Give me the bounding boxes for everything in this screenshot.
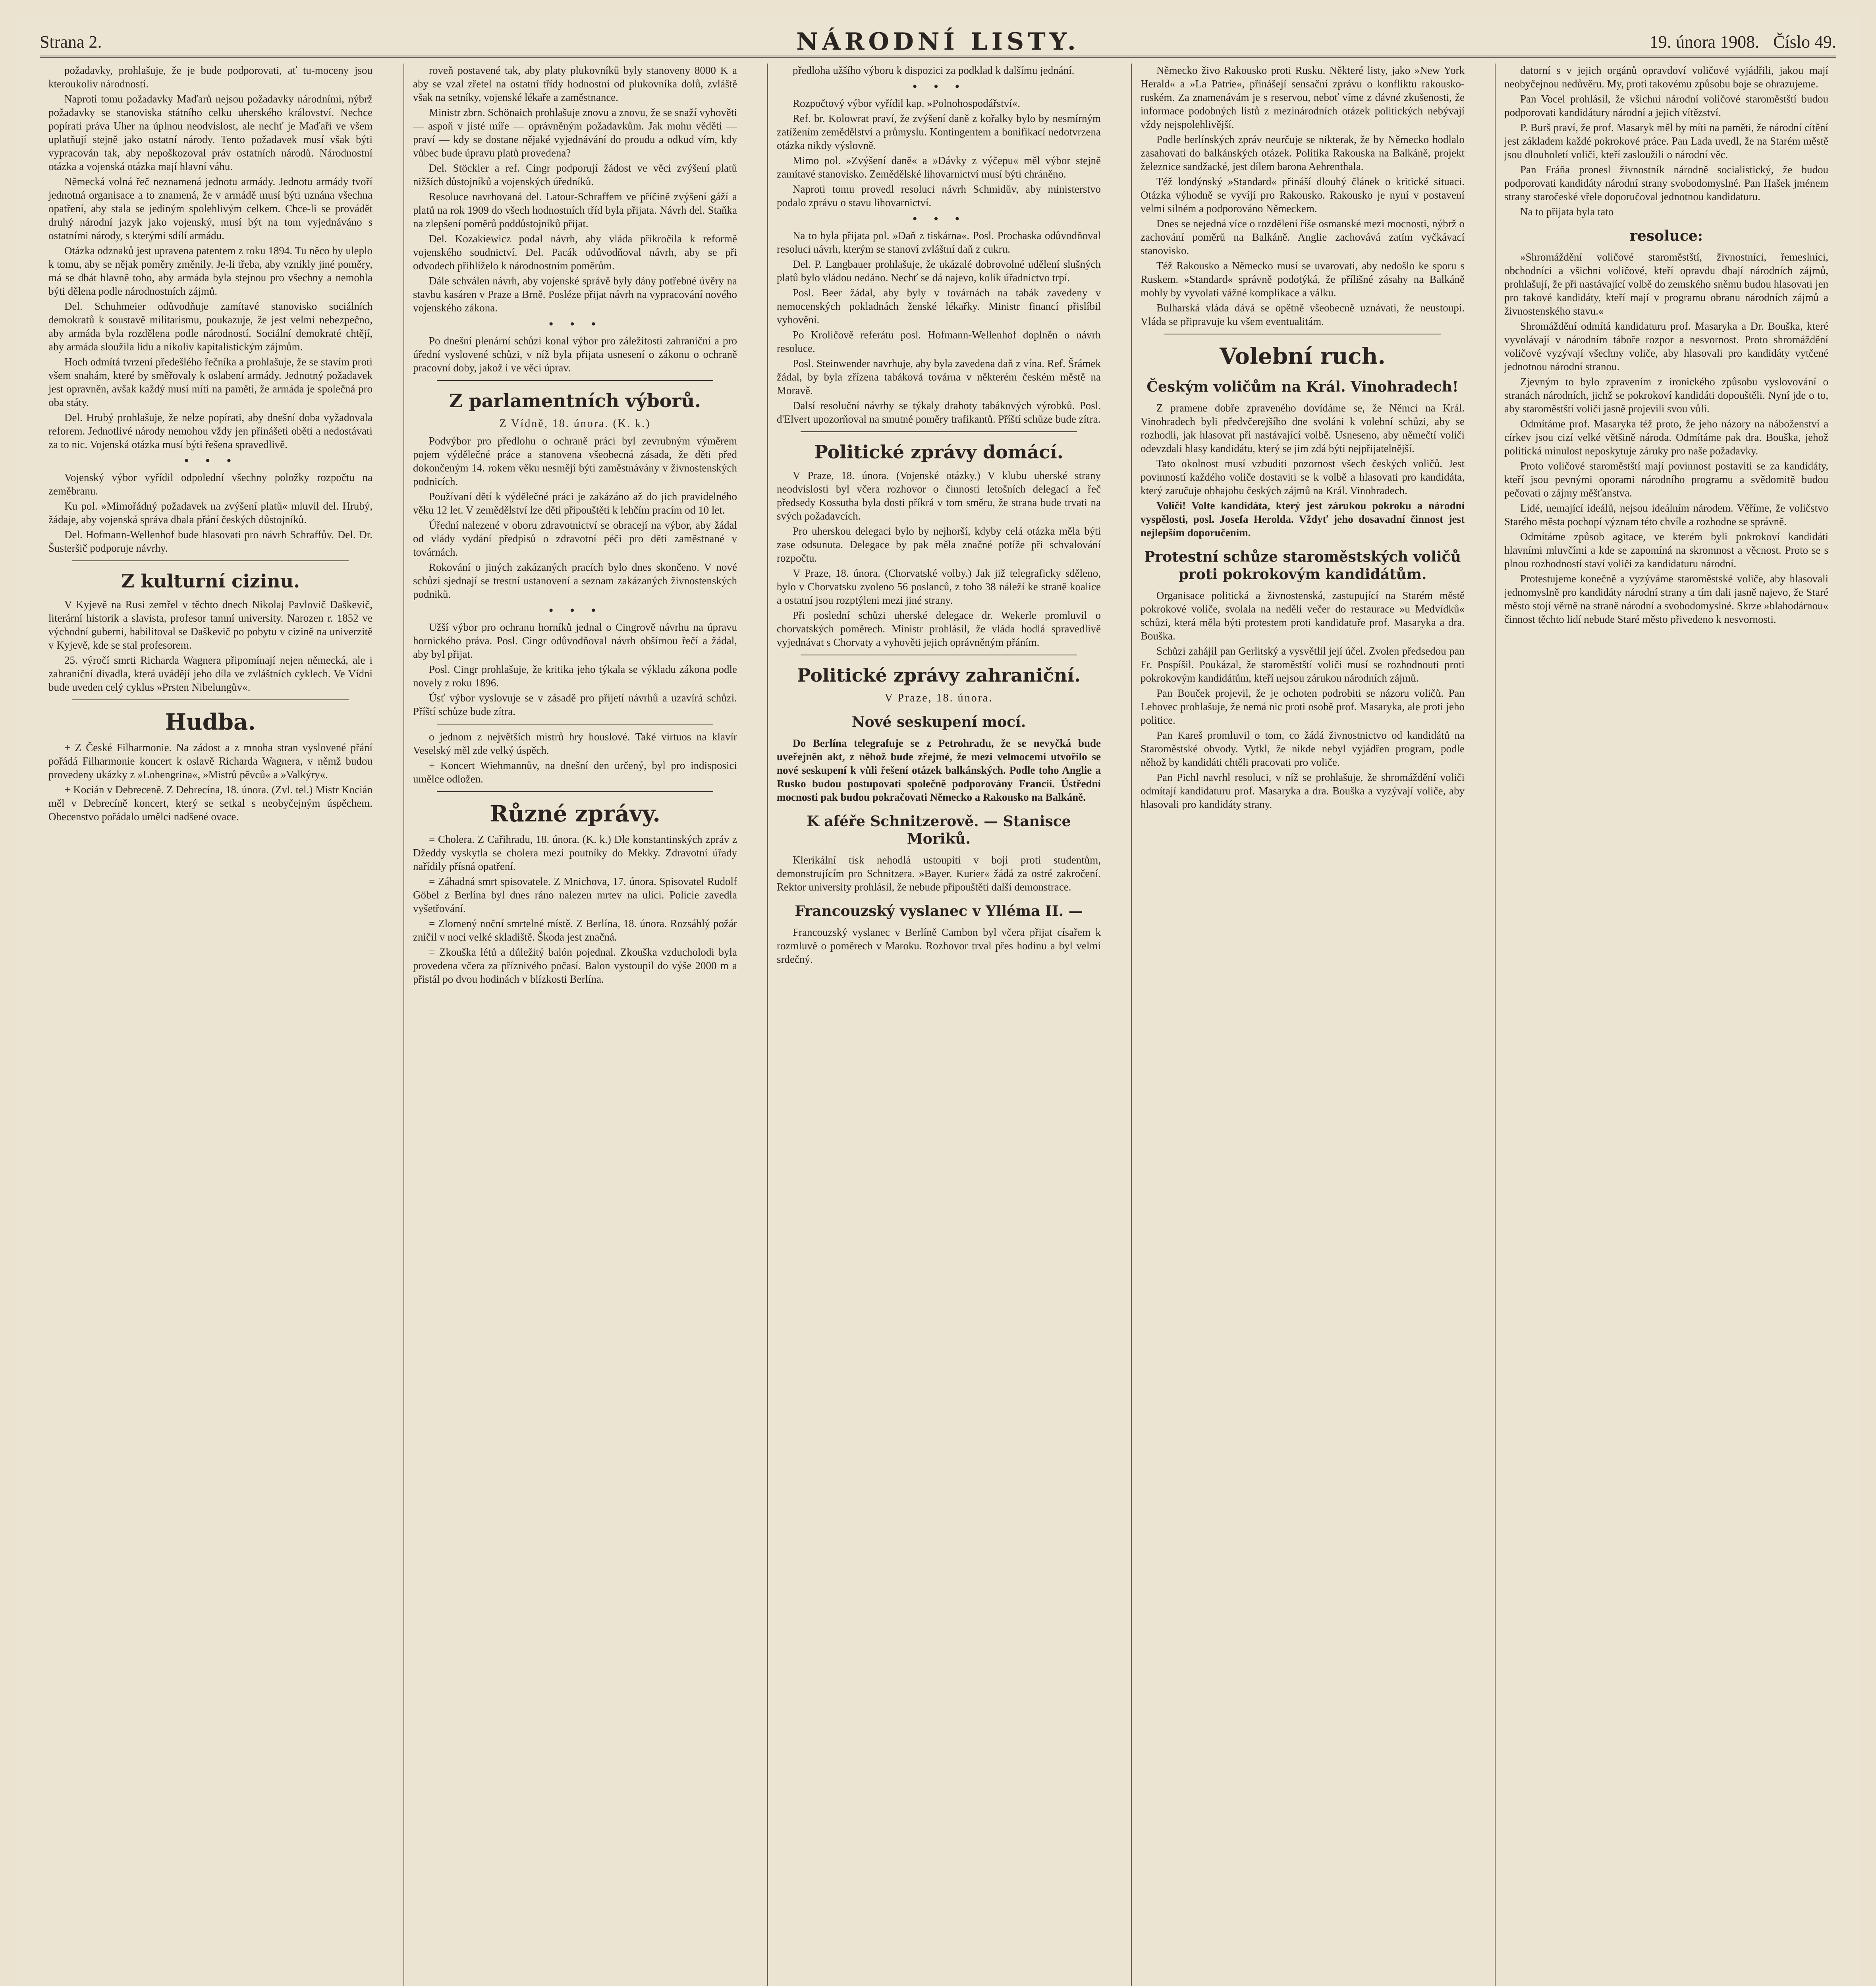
article-paragraph: Shromáždění odmítá kandidaturu prof. Masaryka a Dr. Bouška, které vyvolávají v národním táboře rozpor a nesvornost. Proto shromáždění voličové vyzývají všechny voliče, aby hlasovali pro kandidáty vytčené jednotnou národní stranou.: [1504, 320, 1828, 373]
issue-info: [1479, 32, 1836, 52]
section-separator: • • •: [183, 454, 238, 468]
column-2: [403, 64, 746, 1986]
dateline: Z Vídně, 18. února. (K. k.): [499, 417, 651, 430]
article-paragraph: roveň postavené tak, aby platy plukovníků byly stanoveny 8000 K a aby se vzal zřetel na ostatní třídy hodnostní od plukovníka dolů, zvláště však na setníky, vojenské lékaře a zaměstnance.: [413, 64, 737, 103]
columns: [40, 64, 1836, 1986]
article-paragraph: Resoluce navrhovaná del. Latour-Schraffem ve příčině zvýšení gáží a platů na rok 1909 do všech hodnostních tříd byla přijata. Návrh del. Staňka na zlepšení poměrů poddůstojníků přijat.: [413, 191, 737, 230]
section-heading-news: Různé zprávy.: [490, 801, 660, 827]
article-paragraph: Bulharská vláda dává se opětně všeobecně uznávati, že neustoupí. Vláda se připravuje ku všem eventualitám.: [1141, 302, 1465, 327]
article-paragraph: Del. Schuhmeier odůvodňuje zamítavé stanovisko sociálních demokratů k soustavě militarismu, poukazuje, že jest velmi nebezpečno, aby armáda byla rozdělena podle národností. Sociální demokraté chtějí, aby armáda sloužila lidu a nikoliv kapitalistickým zájmům.: [48, 300, 372, 353]
article-paragraph: Pan Vocel prohlásil, že všichni národní voličové staroměstští budou podporovati kandidátury národní a jejich vítězství.: [1504, 93, 1828, 118]
column-4: [1131, 64, 1473, 1986]
article-paragraph: Podle berlínských zpráv neurčuje se nikterak, že by Německo hodlalo zasahovati do balkánských otázek. Politika Rakouska na Balkáně, projekt železnice sandžacké, jest dílem barona Aehrenthala.: [1141, 133, 1465, 172]
article-paragraph: Del. Stöckler a ref. Cingr podporují žádost ve věci zvýšení platů nižších důstojníků a vojenských úředníků.: [413, 162, 737, 187]
article-paragraph: Lidé, nemající ideálů, nejsou ideálním národem. Věříme, že voličstvo Starého města pochopí význam této chvíle a rozhodne se správně.: [1504, 502, 1828, 527]
article-paragraph: Na to byla přijata pol. »Daň z tiskárna«. Posl. Prochaska odůvodňoval resoluci návrh, kterým se stanoví zvláštní daň z cukru.: [777, 230, 1101, 255]
article-paragraph: Na to přijata byla tato: [1520, 206, 1614, 218]
section-heading-culture: Z kulturní cizinu.: [121, 570, 300, 592]
article-paragraph: Schůzi zahájil pan Gerlitský a vysvětlil její účel. Zvolen předsedou pan Fr. Pospíšil. Poukázal, že staroměstští voliči musí se rozhodnouti proti pokrokovým kandidátům, kteří nejsou zárukou národních zájmů.: [1141, 645, 1465, 684]
page-number: Strana 2.: [40, 32, 102, 52]
subheading: Českým voličům na Král. Vinohradech!: [1146, 379, 1459, 395]
article-paragraph: Podvýbor pro předlohu o ochraně práci byl zevrubným výměrem pojem výdělečné práce a stanovena všeobecná zásada, že děti před dokončeným 14. rokem věku nesmějí býti zaměstnávány v živnostenských podnicích.: [413, 435, 737, 487]
article-paragraph: Pan Pichl navrhl resoluci, v níž se prohlašuje, že shromáždění voliči odmítají kandidaturu prof. Masaryka a dra. Bouška a vyzývají voliče, aby hlasovali pro kandidáty strany.: [1141, 771, 1465, 810]
article-paragraph: Proto voličové staroměstští mají povinnost postaviti se za kandidáty, kteří jsou pevnými oporami národního programu a svědomitě budou pečovati o zájmy měšťanstva.: [1504, 460, 1828, 499]
article-paragraph: = Záhadná smrt spisovatele. Z Mnichova, 17. února. Spisovatel Rudolf Göbel z Berlína byl dnes ráno nalezen mrtev na ulici. Policie zavedla vyšetřování.: [413, 875, 737, 914]
article-paragraph: V Praze, 18. února. (Chorvatské volby.) Jak již telegraficky sděleno, bylo v Chorvatsku zvoleno 56 poslanců, z toho 38 náleží ke straně koalice a ostatní jsou rozptýleni mezi jiné strany.: [777, 567, 1101, 606]
article-paragraph: Zjevným to bylo zpravením z ironického způsobu vyslovování o stranách národních, jichž se pokrokoví kandidáti dopouštěli. Nyní jde o to, aby staroměstští voliči jasně projevili svou vůli.: [1504, 376, 1828, 415]
article-paragraph: Del. Hrubý prohlašuje, že nelze popírati, aby dnešní doba vyžadovala reforem. Jednotlivé národy nemohou vždy jen přinášeti oběti a nedostávati za to nic. Vojenská otázka musí býti řešena spravedlivě.: [48, 411, 372, 450]
article-paragraph: Pro uherskou delegaci bylo by nejhorší, kdyby celá otázka měla býti zase odsunuta. Delegace by pak měla značné potíže při schvalování rozpočtu.: [777, 525, 1101, 564]
divider: [72, 699, 349, 700]
article-paragraph: Úsť výbor vyslovuje se v zásadě pro přijetí návrhů a uzavírá schůzi. Příští schůze bude zítra.: [413, 692, 737, 717]
subheading: Protestní schůze staroměstských voličů proti pokrokovým kandidátům.: [1144, 549, 1461, 583]
divider: [801, 431, 1077, 432]
section-heading-foreign-politics: Politické zprávy zahraniční.: [797, 665, 1081, 686]
masthead: [40, 28, 1836, 58]
section-separator: • • •: [911, 213, 966, 226]
article-paragraph: Naproti tomu požadavky Maďarů nejsou požadavky národními, nýbrž požadavky se stanoviska státního celku uherského království. Nechce popírati práva Uher na úplnou neodvislost, ale nechť je Maďaři ve všem uplatňují stejně jako ostatní národy. Tento požadavek musí však býti vypracován tak, aby nepoškozoval práv ostatních národů. Národnostní otázka a vojenská otázka mají hlavní váhu.: [48, 93, 372, 172]
article-paragraph: požadavky, prohlašuje, že je bude podporovati, ať tu-moceny jsou kteroukoliv národností.: [48, 64, 372, 90]
divider: [437, 791, 713, 792]
article-paragraph: Posl. Beer žádal, aby byly v továrnách na tabák zavedeny v nemocenských pokladnách ženské lékařky. Ministr financí přislíbil vyhovění.: [777, 287, 1101, 326]
article-paragraph: = Cholera. Z Cařihradu, 18. února. (K. k.) Dle konstantinských zpráv z Džeddy vyskytla se cholera mezi poutníky do Mekky. Zdravotní úřady nařídily přísná opatření.: [413, 833, 737, 872]
article-paragraph: Dnes se nejedná více o rozdělení říše osmanské mezi mocnosti, nýbrž o zachování poměrů na Balkáně. Anglie zachovává zatím vyčkávací stanovisko.: [1141, 218, 1465, 257]
subheading: Francouzský vyslanec v Ylléma II. —: [795, 903, 1083, 920]
article-paragraph: Pan Fráňa pronesl živnostník národně socialistický, že budou podporovati kandidáty národní strany svobodomyslné. Pan Hašek jménem strany staročeské vřele doporučoval jednotnou kandidaturu.: [1504, 164, 1828, 203]
article-paragraph: Posl. Steinwender navrhuje, aby byla zavedena daň z vína. Ref. Šrámek žádal, by byla zřízena tabáková továrna v některém českém městě na Moravě.: [777, 357, 1101, 396]
newspaper-page: [16, 16, 1860, 1986]
article-paragraph: Dále schválen návrh, aby vojenské správě byly dány potřebné úvěry na stavbu kasáren v Praze a Brně. Posléze přijat návrh na vypracování nového vojenského zákona.: [413, 275, 737, 314]
article-paragraph: Protestujeme konečně a vyzýváme staroměstské voliče, aby hlasovali jednomyslně pro kandidáty národní strany a tím dali jasně najevo, že Staré město stojí věrně na straně národní a svobodomyslné. Skrze »blahodárnou« činnost těchto lidí nebude Staré město přivedeno k nesvornosti.: [1504, 573, 1828, 625]
article-paragraph: P. Burš praví, že prof. Masaryk měl by míti na paměti, že národní cítění jest základem každé pokrokové práce. Pan Lada uvedl, že na Starém městě jsou dlouholetí voliči, kteří zasloužili o národní věc.: [1504, 122, 1828, 160]
article-paragraph: Ministr zbrn. Schönaich prohlašuje znovu a znovu, že se snaží vyhověti — aspoň v jisté míře — oprávněným požadavkům. Jak mohu věděti — praví — kdy se dostane nějaké vyjednávání do proudu a odkud vím, kdy vůbec bude úpravu platů provedena?: [413, 106, 737, 159]
article-paragraph: Pan Kareš promluvil o tom, co žádá živnostnictvo od kandidátů na Staroměstské obvody. Vytkl, že nikde nebyl vyjádřen program, podle něhož by kandidáti chtěli pracovati pro voliče.: [1141, 729, 1465, 768]
article-paragraph: Úřední nalezené v oboru zdravotnictví se obracejí na výbor, aby žádal od vlády vydání předpisů o zdravotní péči pro děti zaměstnané v továrnách.: [413, 519, 737, 558]
section-heading-music: Hudba.: [165, 709, 256, 735]
article-paragraph: Po Kroličově referátu posl. Hofmann-Wellenhof doplněn o návrh resoluce.: [777, 329, 1101, 354]
dateline: V Praze, 18. února.: [884, 692, 993, 704]
article-paragraph: o jednom z největších mistrů hry houslové. Také virtuos na klavír Veselský měl zde velký úspěch.: [413, 731, 737, 756]
article-paragraph: Del. Hofmann-Wellenhof bude hlasovati pro návrh Schraffův. Del. Dr. Šusteršič podporuje návrhy.: [48, 529, 372, 554]
article-paragraph: Voliči! Volte kandidáta, který jest zárukou pokroku a národní vyspělosti, posl. Josefa Herolda. Vždyť jeho dosavadní činnost jest nejlepším doporučením.: [1141, 500, 1465, 539]
article-paragraph: V Kyjevě na Rusi zemřel v těchto dnech Nikolaj Pavlovič Daškevič, literární historik a slavista, profesor tamní university. Narozen r. 1852 ve východní guberni, habilitoval se Daškevič po pobytu v cizině na univerzitě v Kyjevě, kde se stal profesorem.: [48, 599, 372, 651]
column-5: [1495, 64, 1837, 1986]
article-paragraph: Též Rakousko a Německo musí se uvarovati, aby nedošlo ke sporu s Ruskem. »Standard« správně podotýká, že přílišné zásahy na Balkáně mohly by vyvolati vážné komplikace a válku.: [1141, 260, 1465, 299]
article-paragraph: Hoch odmítá tvrzení předešlého řečníka a prohlašuje, že se stavím proti všem snahám, které by směřovaly k oslabení armády. Jednotný požadavek jest opravněn, avšak každý musí míti na paměti, že armáda je společná pro oba státy.: [48, 356, 372, 408]
article-paragraph: předloha užšího výboru k dispozici za podklad k dalšímu jednání.: [793, 64, 1075, 76]
article-paragraph: Německo živo Rakousko proti Rusku. Některé listy, jako »New York Herald« a »La Patrie«, přinášejí sensační zprávu o konfliktu rakousko-ruském. Za znamenávám je s reservou, neboť víme z dávné zkušenosti, že informace podobných listů z mezinárodních otázek politických nebývají vždy nejspolehlivější.: [1141, 64, 1465, 130]
article-paragraph: + Koncert Wiehmannův, na dnešní den určený, byl pro indisposici umělce odložen.: [413, 759, 737, 785]
article-paragraph: = Zkouška létů a důležitý balón pojednal. Zkouška vzducholodi byla provedena včera za příznivého počasí. Balon vystoupil do výše 2000 m a přistál po dvou hodinách v blízkosti Berlína.: [413, 946, 737, 985]
column-3: [767, 64, 1110, 1986]
section-heading-domestic-politics: Politické zprávy domácí.: [814, 441, 1063, 463]
article-paragraph: datorní s v jejich orgánů opravdoví voličové vyjádřili, jakou mají neobyčejnou nedůvěru. My, proti takovému způsobu boje se ohrazujeme.: [1504, 64, 1828, 90]
article-paragraph: V Praze, 18. února. (Vojenské otázky.) V klubu uherské strany neodvislosti byl včera rozhovor o činnosti letošních delegací a řeč předsedy Kossutha byla dosti příkrá v tom směru, že strana bude trvati na svých požadavcích.: [777, 469, 1101, 522]
section-heading-elections: Volební ruch.: [1220, 343, 1386, 369]
issue-date: 19. února 1908.: [1649, 32, 1760, 52]
article-paragraph: Též londýnský »Standard« přináší dlouhý článek o kritické situaci. Otázka výhodně se vyvíjí pro Rakousko. Rakousko je nyní v postavení velmi silném a podporováno Německem.: [1141, 176, 1465, 214]
article-paragraph: + Kocián v Debreceně. Z Debrecína, 18. února. (Zvl. tel.) Mistr Kocián měl v Debrecíně koncert, který se setkal s neobyčejným úspěchem. Obecenstvo pořádalo umělci nadšené ovace.: [48, 784, 372, 823]
article-paragraph: Rokování o jiných zakázaných pracích bylo dnes skončeno. V nové schůzi sjednají se trestní ustanovení a seznam zakázaných živnostenských podniků.: [413, 561, 737, 600]
article-paragraph: Organisace politická a živnostenská, zastupující na Starém městě pokrokové voliče, svolala na neděli večer do restaurace »u Medvídků« schůzi, která měla býti protestem proti kandidatuře prof. Masaryka a dra. Bouška.: [1141, 589, 1465, 642]
article-paragraph: Odmítáme způsob agitace, ve kterém byli pokrokoví kandidáti hlavními mluvčími a kde se zapomíná na skromnost a věcnost. Proto se s plnou rozhodností staví voliči za kandidaturu národní.: [1504, 531, 1828, 570]
article-paragraph: Del. Kozakiewicz podal návrh, aby vláda přikročila k reformě vojenského soudnictví. Del. Pacák odůvodňoval návrh, aby se při odvodech přihlíželo k národnostním poměrům.: [413, 233, 737, 272]
article-paragraph: Pan Bouček projevil, že je ochoten podrobiti se názoru voličů. Pan Lehovec prohlašuje, že nemá nic proti osobě prof. Masaryka, ale proti jeho politice.: [1141, 687, 1465, 726]
article-paragraph: Odmítáme prof. Masaryka též proto, že jeho názory na náboženství a církev jsou cizí velké většině národa. Odmítáme pak dra. Bouška, jehož politická minulost neposkytuje záruky pro naše požadavky.: [1504, 418, 1828, 457]
article-paragraph: Vojenský výbor vyřídil odpolední všechny položky rozpočtu na zeměbranu.: [48, 471, 372, 497]
article-paragraph: Naproti tomu provedl resoluci návrh Schmidův, aby ministerstvo podalo zprávu o stavu lihovarnictví.: [777, 183, 1101, 209]
section-separator: • • •: [548, 604, 602, 617]
article-paragraph: Tato okolnost musí vzbuditi pozornost všech českých voličů. Jest povinností každého voliče dostaviti se k volbě a hlasovati pro kandidáta, který zaručuje obhajobu českých zájmů na Král. Vinohradech.: [1141, 458, 1465, 496]
article-paragraph: Po dnešní plenární schůzi konal výbor pro záležitosti zahraniční a pro úřední vyslovené schůzi, v níž byla přijata usnesení o zákonu o ochraně pracovní doby, jakož i ve věci úprav.: [413, 335, 737, 374]
article-paragraph: 25. výročí smrti Richarda Wagnera připomínají nejen německá, ale i zahraniční divadla, která uvádějí jeho díla ve zvláštních cyklech. Ve Vídni bude uveden celý cyklus »Prsten Nibelungův«.: [48, 654, 372, 693]
article-paragraph: Do Berlína telegrafuje se z Petrohradu, že se nevyčká bude uveřejněn akt, z něhož bude zřejmé, že mezi velmocemi utvořilo se nové seskupení k vůli řešení otázek balkánských. Podle toho Anglie a Rusko budou postupovati společně podporovány Francií. Ústřední mocnosti pak budou pokračovati Německo a Rakousko na Balkáně.: [777, 737, 1101, 803]
divider: [72, 560, 349, 561]
column-1: [40, 64, 381, 1986]
issue-number: Číslo 49.: [1773, 32, 1836, 52]
article-paragraph: Posl. Cingr prohlašuje, že kritika jeho týkala se výkladu zákona podle novely z roku 1896.: [413, 663, 737, 689]
newspaper-title: NÁRODNÍ LISTY.: [796, 28, 1080, 56]
article-paragraph: = Zlomený noční smrtelné místě. Z Berlína, 18. února. Rozsáhlý požár zničil v noci velké skladiště. Škoda jest značná.: [413, 918, 737, 943]
article-paragraph: Otázka odznaků jest upravena patentem z roku 1894. Tu něco by uleplo k tomu, aby se nějak poměry změnily. Je-li třeba, aby vznikly jiné poměry, má se dbát hlavně toho, aby armáda byla stejnou pro všechny a nemohla býti dělena podle národnostních zájmů.: [48, 245, 372, 297]
article-paragraph: Klerikální tisk nehodlá ustoupiti v boji proti studentům, demonstrujícím pro Schnitzera. »Bayer. Kurier« žádá za ostré zakročení. Rektor university prohlásil, že nebude připouštěti další demonstrace.: [777, 854, 1101, 893]
divider: [437, 380, 713, 381]
article-paragraph: Německá volná řeč neznamená jednotu armády. Jednotu armády tvoří jednotná organisace a to znamená, že v armádě musí býti uznána všechna opatření, aby stala se jediným spolehlivým celkem. Chce-li se provádět druhý národní jazyk jako vojenský, musí být na tom vyjednáváno s ostatními národy, s kterými sdílí armádu.: [48, 176, 372, 241]
section-separator: • • •: [911, 80, 966, 93]
article-paragraph: »Shromáždění voličové staroměstští, živnostníci, řemeslníci, obchodníci a všichni voličové, kteří opravdu dbají národních zájmů, prohlašují, že při nastávající volbě do zemského sněmu budou hlasovati jen pro takové kandidáty, kteří mají v programu obranu národních zájmů a živnostenského stavu.«: [1504, 251, 1828, 317]
article-paragraph: Při poslední schůzi uherské delegace dr. Wekerle promluvil o chorvatských poměrech. Ministr prohlásil, že vláda hodlá spravedlivě vyjednávat s Chorvaty a vyhověti jejich oprávněným přáním.: [777, 609, 1101, 648]
article-paragraph: Del. P. Langbauer prohlašuje, že ukázalé dobrovolné udělení slušných platů bylo vládou nedáno. Nechť se dá najevo, kolik úřadnictvo trpí.: [777, 258, 1101, 284]
article-paragraph: Rozpočtový výbor vyřídil kap. »Polnohospodářství«.: [793, 97, 1020, 109]
article-paragraph: Dalsí resoluční návrhy se týkaly drahoty tabákových výrobků. Posl. d'Elvert upozorňoval na smutné poměry trafikantů. Příští schůze bude zítra.: [777, 400, 1101, 425]
article-paragraph: Užší výbor pro ochranu horníků jednal o Cingrově návrhu na úpravu hornického práva. Posl. Cingr odůvodňoval návrh obšírnou řečí a žádal, aby byl přijat.: [413, 621, 737, 660]
article-paragraph: Francouzský vyslanec v Berlíně Cambon byl včera přijat císařem k rozmluvě o poměrech v Maroku. Rozhovor trval přes hodinu a byl velmi srdečný.: [777, 926, 1101, 965]
article-paragraph: Z pramene dobře zpraveného dovídáme se, že Němci na Král. Vinohradech byli předvčerejšího dne svoláni k volební schůzi, aby se rozhodli, jak hlasovat při nastávající volbě. Usneseno, aby němečtí voliči odevzdali hlasy kandidátu, který se jim zdá býti nejpřijatelnější.: [1141, 402, 1465, 454]
article-paragraph: Ref. br. Kolowrat praví, že zvýšení daně z kořalky bylo by nesmírným zatížením zemědělství a průmyslu. Kontingentem a bonifikací nedotvrzena otázka nikdy výslovně.: [777, 112, 1101, 151]
article-paragraph: Používaní dětí k výdělečné práci je zakázáno až do jich pravidelného věku 12 let. V zemědělství lze děti připouštěti k lehčím pracím od 10 let.: [413, 491, 737, 516]
subheading: K aféře Schnitzerově. — Stanisce Moriků.: [807, 813, 1071, 847]
article-paragraph: Mimo pol. »Zvýšení daně« a »Dávky z výčepu« měl výbor stejně zamítavé stanovisko. Zemědělské lihovarnictví musí býti chráněno.: [777, 155, 1101, 180]
article-paragraph: Ku pol. »Mimořádný požadavek na zvýšení platů« mluvil del. Hrubý, žádaje, aby vojenská správa dbala přání českých důstojníků.: [48, 500, 372, 525]
section-heading-parliament: Z parlamentních výborů.: [449, 390, 701, 411]
subheading: Nové seskupení mocí.: [851, 714, 1026, 730]
section-separator: • • •: [548, 318, 602, 331]
resolution-heading: resoluce:: [1629, 228, 1703, 244]
article-paragraph: + Z České Filharmonie. Na zádost a z mnoha stran vyslovené přání pořádá Filharmonie koncert k oslavě Richarda Wagnera, v němž budou provedeny ukázky z »Lohengrina«, »Mistrů pěvců« a »Valkýry«.: [48, 742, 372, 780]
